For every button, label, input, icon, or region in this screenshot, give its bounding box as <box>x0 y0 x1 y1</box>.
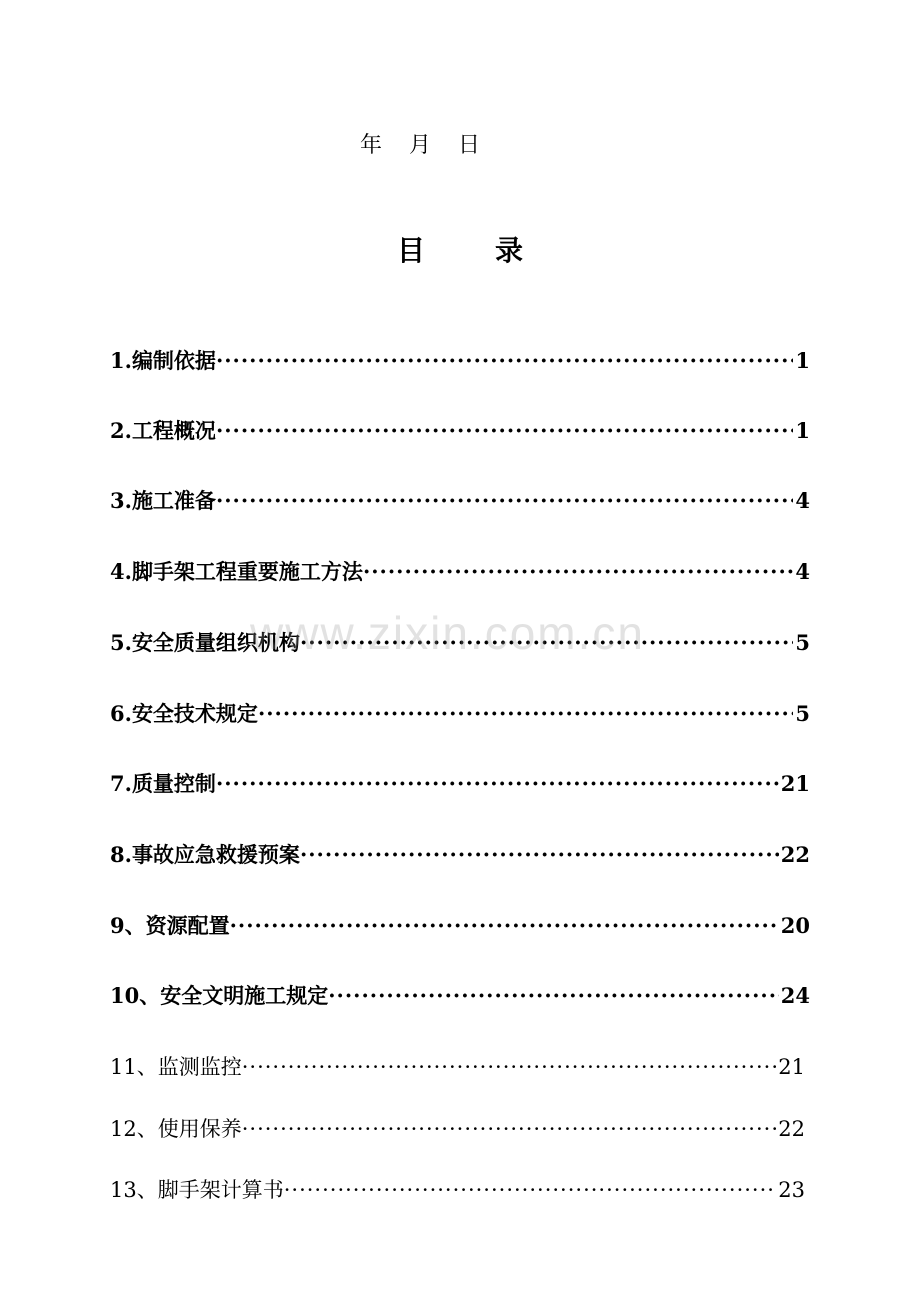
toc-entry-label: 脚手架计算书 <box>157 1178 284 1202</box>
toc-entry[interactable] <box>110 838 810 872</box>
toc-entry-page: 4 <box>795 559 810 584</box>
toc-entry[interactable] <box>110 697 810 731</box>
toc-entry-label: 安全文明施工规定 <box>160 983 329 1008</box>
toc-entry-label: 安全质量组织机构 <box>131 630 300 655</box>
toc-entry-leader <box>216 484 793 518</box>
toc-entry-leader <box>216 767 779 801</box>
toc-entry-page: 5 <box>795 701 810 726</box>
toc-entry-number: 12、 <box>110 1117 158 1141</box>
toc-entry-leader <box>258 697 793 731</box>
toc-entry-number: 13、 <box>110 1178 158 1202</box>
toc-entry-leader <box>242 1112 777 1146</box>
toc-entry-page: 22 <box>780 842 810 867</box>
toc-entry-leader <box>216 414 793 448</box>
toc-entry-leader <box>284 1173 777 1207</box>
toc-entry-leader <box>230 909 779 943</box>
toc-entry[interactable] <box>110 484 810 518</box>
toc-entry[interactable] <box>110 626 810 660</box>
toc-entry-number: 6. <box>110 701 132 726</box>
toc-entry[interactable] <box>110 414 810 448</box>
toc-entry-leader <box>363 555 793 589</box>
toc-entry-page: 1 <box>795 348 810 373</box>
toc-title-right: 录 <box>495 234 524 267</box>
toc-entry-page: 4 <box>795 488 810 513</box>
toc-entry-label: 编制依据 <box>131 348 216 373</box>
toc-entry[interactable] <box>110 1112 805 1146</box>
toc-entry[interactable] <box>110 979 810 1013</box>
toc-entry[interactable] <box>110 767 810 801</box>
toc-entry-page: 21 <box>780 771 810 796</box>
toc-entry-leader <box>300 838 779 872</box>
toc-entry-page: 1 <box>795 418 810 443</box>
toc-entry-page: 22 <box>778 1117 805 1141</box>
toc-entry-number: 5. <box>110 630 132 655</box>
toc-entry-page: 23 <box>778 1178 805 1202</box>
watermark: www.zixin.com.cn <box>250 607 645 659</box>
toc-entry-leader <box>216 344 793 378</box>
toc-entry-number: 4. <box>110 559 132 584</box>
toc-entry-label: 资源配置 <box>145 913 230 938</box>
toc-entry-page: 20 <box>780 913 810 938</box>
toc-entry-number: 7. <box>110 771 132 796</box>
toc-entry-number: 11、 <box>110 1055 158 1079</box>
toc-entry-leader <box>242 1050 777 1084</box>
toc-entry-number: 8. <box>110 842 132 867</box>
toc-title <box>0 226 920 276</box>
toc-entry-page: 24 <box>780 983 810 1008</box>
toc-entry-label: 使用保养 <box>157 1117 242 1141</box>
toc-entry-label: 监测监控 <box>157 1055 242 1079</box>
toc-entry-page: 5 <box>795 630 810 655</box>
toc-entry-number: 10、 <box>110 983 161 1008</box>
date-line <box>0 126 840 166</box>
toc-entry[interactable] <box>110 1050 805 1084</box>
toc-entry-label: 脚手架工程重要施工方法 <box>131 559 363 584</box>
toc-entry-label: 事故应急救援预案 <box>131 842 300 867</box>
date-month: 月 <box>408 133 431 158</box>
toc-entry-number: 2. <box>110 418 132 443</box>
toc-entry-number: 9、 <box>110 913 146 938</box>
toc-entry-leader <box>328 979 779 1013</box>
toc-entry-page: 21 <box>778 1055 805 1079</box>
date-year: 年 <box>359 133 382 158</box>
toc-entry[interactable] <box>110 555 810 589</box>
date-day: 日 <box>458 133 481 158</box>
toc-entry[interactable] <box>110 909 810 943</box>
toc-entry[interactable] <box>110 344 810 378</box>
toc-entry-label: 安全技术规定 <box>131 701 258 726</box>
toc-entry-leader <box>300 626 793 660</box>
toc-entry-label: 质量控制 <box>131 771 216 796</box>
toc-entry-label: 工程概况 <box>131 418 216 443</box>
toc-entry-number: 1. <box>110 348 132 373</box>
toc-title-left: 目 <box>396 234 425 267</box>
toc-entry-label: 施工准备 <box>131 488 216 513</box>
toc-entry-number: 3. <box>110 488 132 513</box>
toc-entry[interactable] <box>110 1173 805 1207</box>
